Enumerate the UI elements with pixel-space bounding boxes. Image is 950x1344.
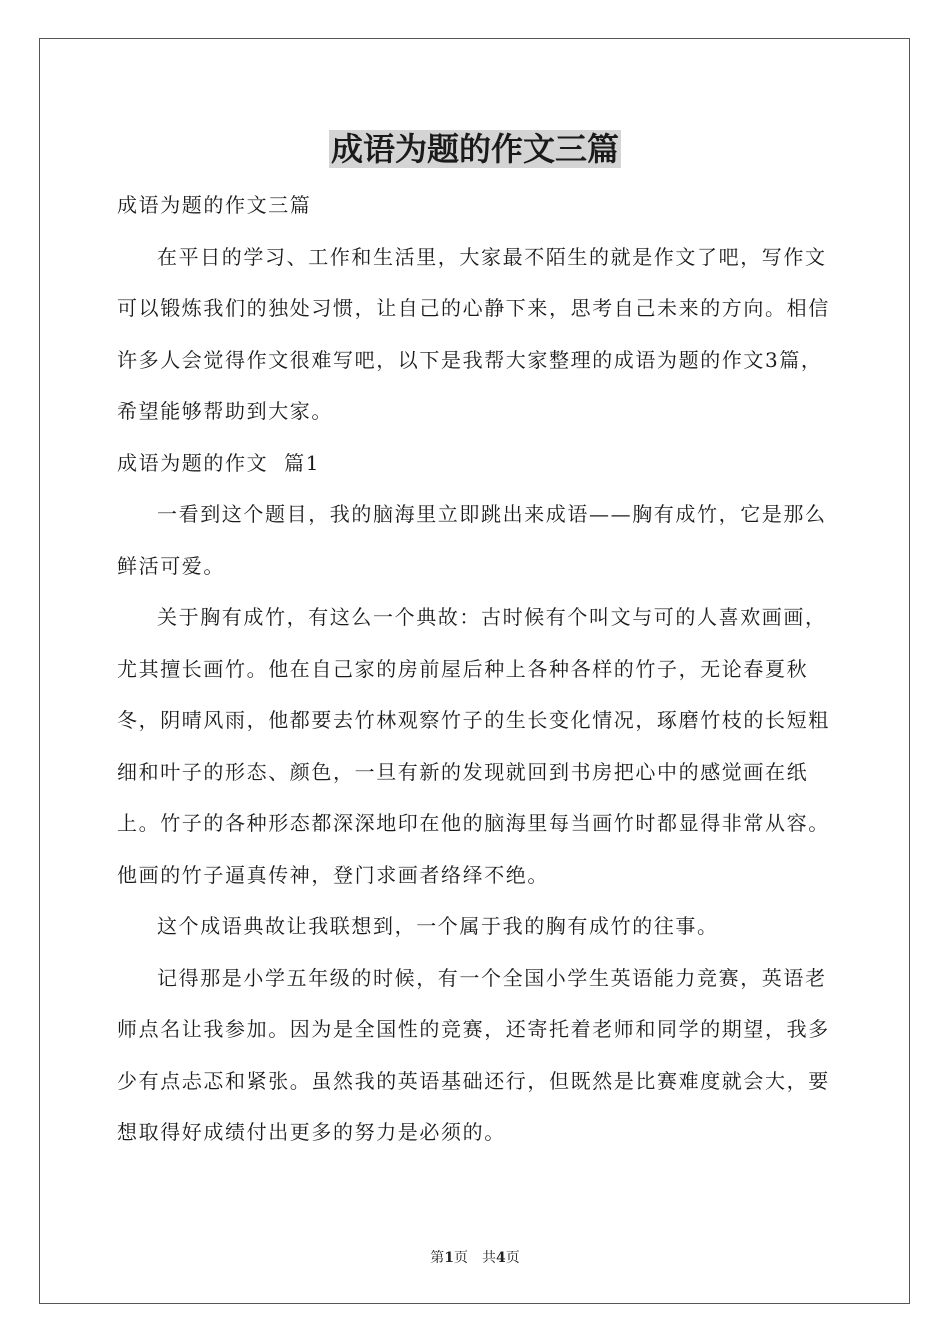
paragraph: 关于胸有成竹，有这么一个典故：古时候有个叫文与可的人喜欢画画，尤其擅长画竹。他在自己家的房前屋后种上各种各样的竹子，无论春夏秋冬，阴晴风雨，他都要去竹林观察竹子的生长变化情况，琢磨竹枝的长短粗细和叶子的形态、颜色，一旦有新的发现就回到书房把心中的感觉画在纸上。竹子的各种形态都深深地印在他的脑海里每当画竹时都显得非常从容。他画的竹子逼真传神，登门求画者络绎不绝。 [117,605,830,887]
document-title [0,128,950,170]
total-suffix: 页 [505,1250,520,1266]
page-total: 4 [496,1250,506,1266]
page-suffix: 页 [454,1250,468,1266]
total-prefix: 共 [482,1250,496,1266]
document-subtitle: 成语为题的作文三篇 [117,193,312,217]
page-current: 1 [444,1250,454,1266]
paragraph: 一看到这个题目，我的脑海里立即跳出来成语——胸有成竹，它是那么鲜活可爱。 [117,502,827,578]
page-prefix: 第 [430,1250,445,1266]
document-body [117,180,833,1159]
paragraph-intro: 在平日的学习、工作和生活里，大家最不陌生的就是作文了吧，写作文可以锻炼我们的独处习惯，让自己的心静下来，思考自己未来的方向。相信许多人会觉得作文很难写吧，以下是我帮大家整理的成语为题的作文3篇，希望能够帮助到大家。 [117,244,830,423]
page-footer [0,1248,950,1268]
paragraph: 记得那是小学五年级的时候，有一个全国小学生英语能力竞赛，英语老师点名让我参加。因为是全国性的竞赛，还寄托着老师和同学的期望，我多少有点忐忑和紧张。虽然我的英语基础还行，但既然是比赛难度就会大，要想取得好成绩付出更多的努力是必须的。 [117,965,830,1144]
section-heading-1: 成语为题的作文 篇1 [117,450,321,475]
paragraph: 这个成语典故让我联想到，一个属于我的胸有成竹的往事。 [157,914,719,938]
document-title-text: 成语为题的作文三篇 [330,130,619,168]
